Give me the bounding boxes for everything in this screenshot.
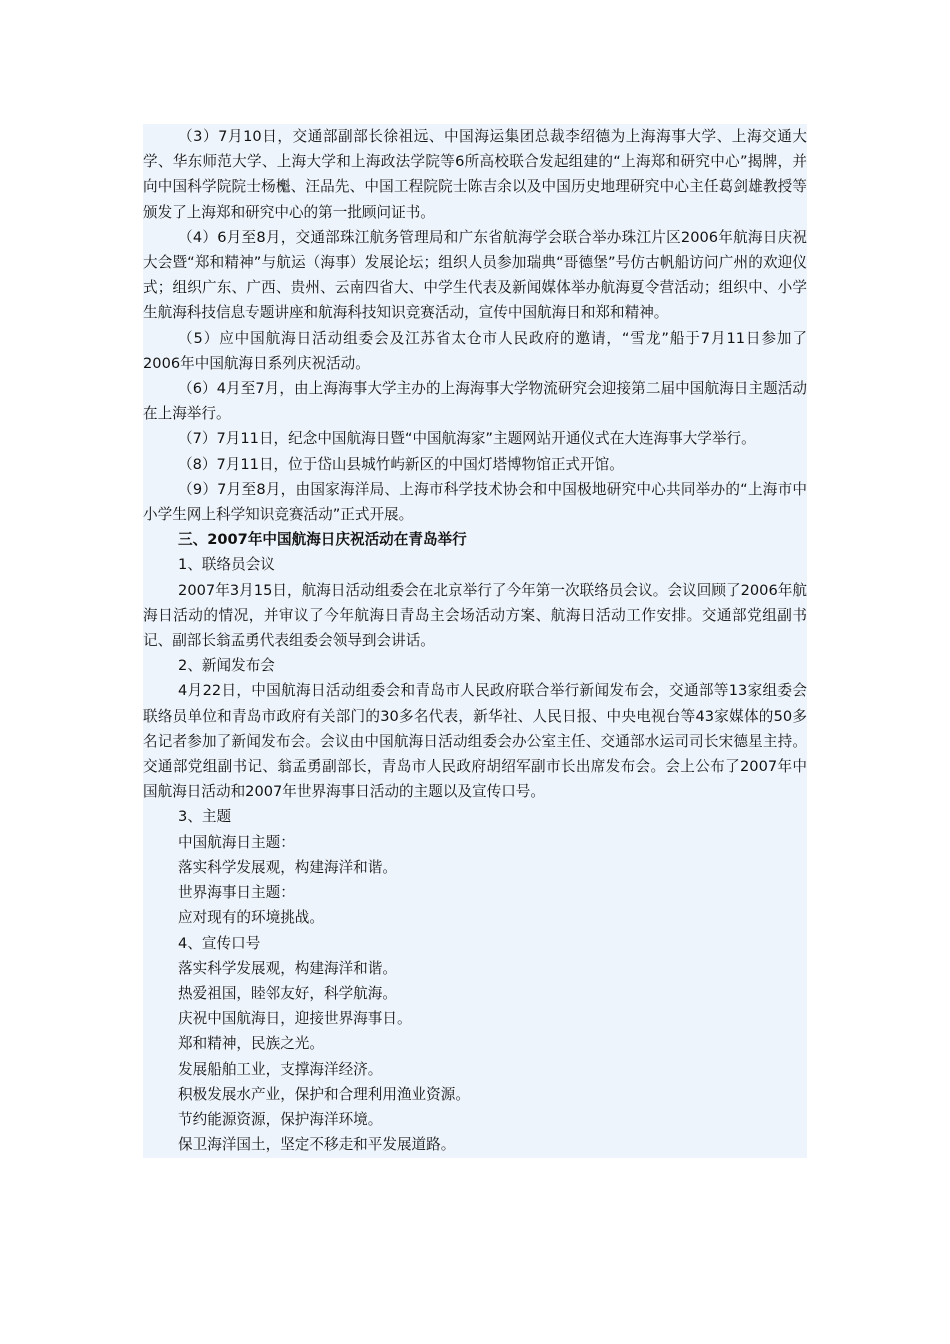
subheading-press-conference: 2、新闻发布会 <box>178 657 275 675</box>
slogan-line: 落实科学发展观，构建海洋和谐。 <box>178 959 397 977</box>
slogan-line: 积极发展水产业，保护和合理利用渔业资源。 <box>178 1085 470 1103</box>
slogan-line: 发展船舶工业，支撑海洋经济。 <box>178 1060 383 1078</box>
slogan-line: 节约能源资源，保护海洋环境。 <box>178 1110 383 1128</box>
paragraph-item-3: （3）7月10日，交通部副部长徐祖远、中国海运集团总裁李绍德为上海海事大学、上海交通大学、华东师范大学、上海大学和上海政法学院等6所高校联合发起组建的“上海郑和研究中心”揭牌，并向中国科学院院士杨櫆、汪品先、中国工程院院士陈吉余以及中国历史地理研究中心主任葛剑雄教授等颁发了上海郑和研究中心的第一批顾问证书。 <box>143 128 807 221</box>
paragraph-item-6: （6）4月至7月，由上海海事大学主办的上海海事大学物流研究会迎接第二届中国航海日主题活动在上海举行。 <box>143 380 807 423</box>
theme-line: 应对现有的环境挑战。 <box>178 909 324 927</box>
section-heading-2007: 三、2007年中国航海日庆祝活动在青岛举行 <box>178 531 467 549</box>
slogan-line: 热爱祖国，睦邻友好，科学航海。 <box>178 984 397 1002</box>
document-body <box>143 124 807 1158</box>
slogan-line: 庆祝中国航海日，迎接世界海事日。 <box>178 1010 412 1028</box>
paragraph-item-9: （9）7月至8月，由国家海洋局、上海市科学技术协会和中国极地研究中心共同举办的“上海市中小学生网上科学知识竞赛活动”正式开展。 <box>143 480 807 524</box>
theme-line: 世界海事日主题： <box>178 884 295 902</box>
theme-line: 落实科学发展观，构建海洋和谐。 <box>178 858 397 876</box>
paragraph-item-4: （4）6月至8月，交通部珠江航务管理局和广东省航海学会联合举办珠江片区2006年航海日庆祝大会暨“郑和精神”与航运（海事）发展论坛；组织人员参加瑞典“哥德堡”号仿古帆船访问广州的欢迎仪式；组织广东、广西、贵州、云南四省大、中学生代表及新闻媒体举办航海夏令营活动；组织中、小学生航海科技信息专题讲座和航海科技知识竞赛活动，宣传中国航海日和郑和精神。 <box>143 228 807 322</box>
paragraph-press-conference: 4月22日，中国航海日活动组委会和青岛市人民政府联合举行新闻发布会，交通部等13家组委会联络员单位和青岛市政府有关部门的30多名代表，新华社、人民日报、中央电视台等43家媒体的50多名记者参加了新闻发布会。会议由中国航海日活动组委会办公室主任、交通部水运司司长宋德星主持。交通部党组副书记、翁孟勇副部长，青岛市人民政府胡绍军副市长出席发布会。会上公布了2007年中国航海日活动和2007年世界海事日活动的主题以及宣传口号。 <box>143 682 807 801</box>
subheading-theme: 3、主题 <box>178 808 232 826</box>
slogan-line: 保卫海洋国土，坚定不移走和平发展道路。 <box>178 1136 456 1154</box>
paragraph-item-7: （7）7月11日，纪念中国航海日暨“中国航海家”主题网站开通仪式在大连海事大学举行。 <box>178 430 756 448</box>
paragraph-liaison-meeting: 2007年3月15日，航海日活动组委会在北京举行了今年第一次联络员会议。会议回顾了2006年航海日活动的情况，并审议了今年航海日青岛主会场活动方案、航海日活动工作安排。交通部党组副书记、副部长翁孟勇代表组委会领导到会讲话。 <box>143 581 807 650</box>
paragraph-item-8: （8）7月11日，位于岱山县城竹屿新区的中国灯塔博物馆正式开馆。 <box>178 455 624 473</box>
paragraph-item-5: （5）应中国航海日活动组委会及江苏省太仓市人民政府的邀请，“雪龙”船于7月11日参加了2006年中国航海日系列庆祝活动。 <box>143 329 807 372</box>
theme-line: 中国航海日主题： <box>178 833 295 851</box>
subheading-liaison-meeting: 1、联络员会议 <box>178 556 275 574</box>
subheading-slogans: 4、宣传口号 <box>178 934 261 952</box>
slogan-line: 郑和精神，民族之光。 <box>178 1035 324 1053</box>
